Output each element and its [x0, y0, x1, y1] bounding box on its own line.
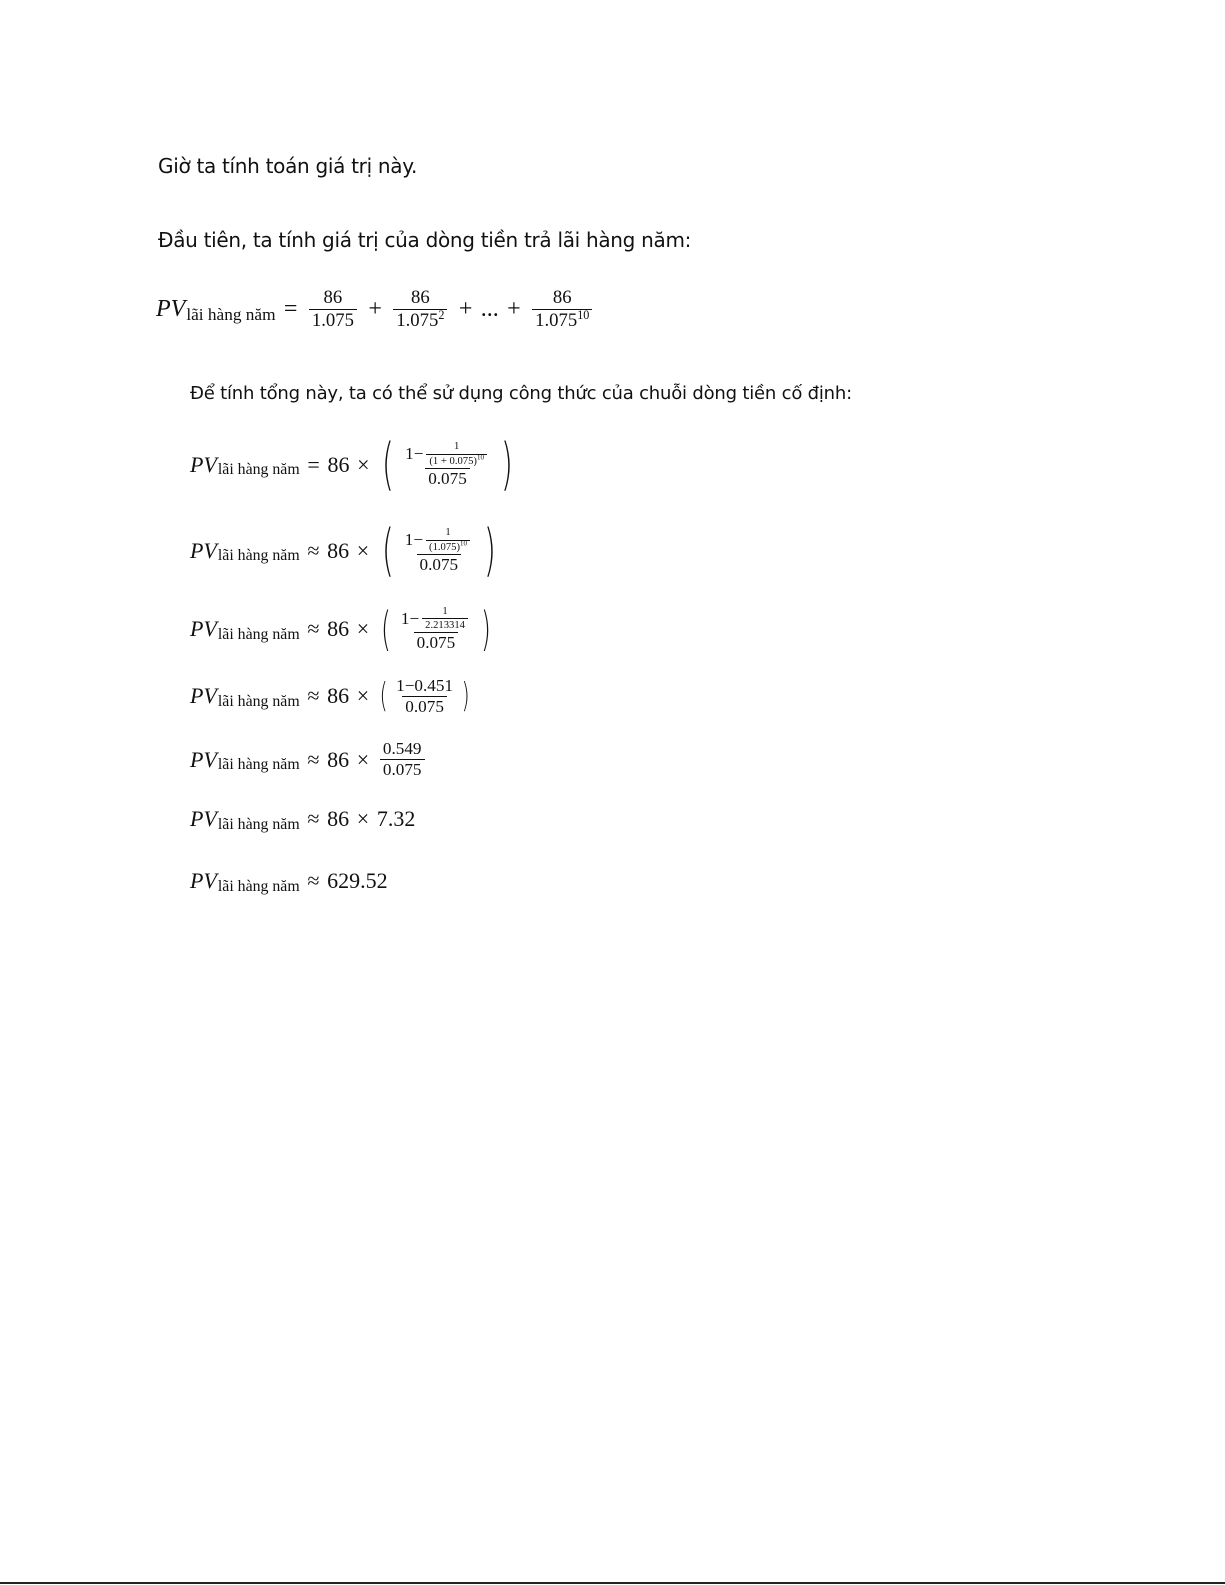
equation-step-3 [190, 602, 495, 656]
coupon-value: 86 [327, 683, 350, 708]
numerator: 1 [445, 527, 451, 539]
equation-step-5 [190, 740, 428, 779]
equation-step-1 [190, 432, 518, 497]
equation-step-6 [190, 806, 415, 832]
pv-subscript: lãi hàng năm [217, 461, 300, 479]
denominator: 0.075 [417, 554, 462, 574]
numerator: 86 [411, 287, 430, 308]
denominator [309, 309, 357, 331]
coupon-value: 86 [327, 806, 350, 831]
pv-subscript: lãi hàng năm [186, 305, 276, 325]
denominator-base: (1 + 0.075) [429, 455, 477, 467]
discount-fraction [426, 441, 487, 466]
multiplier-value: 7.32 [376, 806, 416, 831]
right-paren: ) [461, 676, 470, 716]
numerator: 1−0.451 [396, 675, 454, 695]
numerator: 0.549 [382, 739, 422, 758]
numerator [402, 441, 493, 467]
ellipsis: ... [480, 295, 499, 322]
numerator [398, 606, 474, 632]
pv-subscript: lãi hàng năm [217, 547, 300, 565]
paragraph-annuity-formula: Để tính tổng này, ta có thể sử dụng công thức của chuỗi dòng tiền cố định: [190, 383, 852, 404]
equation-pv-sum [156, 288, 595, 330]
pv-subscript: lãi hàng năm [217, 692, 300, 710]
parenthesized-fraction [377, 518, 501, 583]
times-sign: × [356, 683, 370, 708]
coupon-value: 86 [327, 451, 350, 477]
numerator: 1 [442, 605, 448, 617]
left-paren: ( [379, 676, 388, 716]
exponent: 10 [476, 453, 484, 461]
equals-sign: = [283, 295, 298, 322]
plus-sign: + [458, 295, 473, 322]
approx-sign: ≈ [307, 746, 320, 772]
one-minus: 1− [400, 608, 420, 628]
numerator: 1 [453, 441, 460, 453]
equation-step-2 [190, 518, 501, 583]
annuity-fraction [402, 441, 493, 487]
left-paren: ( [382, 432, 395, 497]
approx-sign: ≈ [307, 806, 320, 831]
parenthesized-fraction [377, 676, 472, 716]
simplified-fraction [393, 677, 456, 716]
one-minus: 1− [405, 444, 424, 463]
exponent: 2 [438, 307, 445, 322]
denominator-base: 1.075 [535, 309, 578, 331]
parenthesized-fraction [377, 602, 495, 656]
exponent: 10 [577, 307, 590, 322]
equation-result [190, 868, 388, 894]
coupon-value: 86 [327, 616, 350, 641]
paragraph-step-one: Đầu tiên, ta tính giá trị của dòng tiền trả lãi hàng năm: [158, 228, 692, 252]
pv-subscript: lãi hàng năm [217, 877, 300, 895]
annuity-fraction [398, 606, 474, 652]
approx-sign: ≈ [307, 616, 320, 641]
pv-subscript: lãi hàng năm [217, 815, 300, 833]
denominator: 0.075 [425, 468, 470, 488]
pv-subscript: lãi hàng năm [217, 756, 300, 774]
denominator [426, 540, 470, 553]
denominator: 0.075 [414, 632, 459, 652]
parenthesized-fraction [377, 432, 518, 497]
numerator: 86 [552, 287, 572, 308]
plus-sign: + [368, 295, 382, 322]
pv-symbol: PV [190, 746, 217, 772]
denominator: 0.075 [380, 759, 425, 779]
coupon-value: 86 [327, 746, 350, 772]
one-minus: 1− [404, 530, 424, 549]
numerator [402, 527, 476, 553]
right-paren: ) [481, 602, 491, 656]
annuity-fraction [402, 527, 476, 573]
pv-symbol: PV [190, 868, 217, 893]
ratio-fraction [380, 740, 425, 779]
fraction-term-2 [393, 288, 447, 330]
numerator: 86 [323, 287, 343, 308]
plus-sign: + [507, 295, 521, 322]
pv-subscript: lãi hàng năm [217, 625, 300, 643]
pv-symbol: PV [190, 616, 217, 641]
times-sign: × [356, 806, 370, 831]
equals-sign: = [307, 451, 320, 477]
approx-sign: ≈ [307, 683, 320, 708]
pv-symbol: PV [190, 451, 217, 477]
denominator: 2.213314 [422, 618, 468, 631]
pv-symbol: PV [190, 537, 217, 563]
pv-symbol: PV [190, 683, 217, 708]
times-sign: × [356, 746, 370, 772]
coupon-value: 86 [327, 537, 350, 563]
approx-sign: ≈ [307, 868, 320, 893]
pv-symbol: PV [156, 295, 186, 322]
times-sign: × [356, 616, 370, 641]
discount-fraction [426, 527, 470, 552]
times-sign: × [356, 537, 370, 563]
page-bottom-divider [0, 1582, 1225, 1584]
left-paren: ( [381, 518, 394, 583]
denominator: 0.075 [402, 696, 447, 716]
exponent: 10 [460, 539, 467, 547]
pv-symbol: PV [190, 806, 217, 831]
right-paren: ) [500, 432, 513, 497]
times-sign: × [357, 451, 370, 477]
result-value: 629.52 [327, 868, 388, 893]
denominator [426, 454, 487, 467]
discount-fraction [422, 606, 468, 631]
denominator [393, 309, 447, 331]
fraction-term-1 [309, 288, 357, 330]
denominator-base: 1.075 [311, 309, 354, 331]
paragraph-intro: Giờ ta tính toán giá trị này. [158, 154, 417, 178]
denominator [532, 309, 592, 331]
approx-sign: ≈ [307, 537, 320, 563]
denominator-base: 1.075 [396, 309, 439, 331]
fraction-term-n [532, 288, 592, 330]
denominator-base: (1.075) [429, 541, 461, 553]
right-paren: ) [483, 518, 496, 583]
equation-step-4 [190, 676, 472, 716]
left-paren: ( [380, 602, 391, 656]
